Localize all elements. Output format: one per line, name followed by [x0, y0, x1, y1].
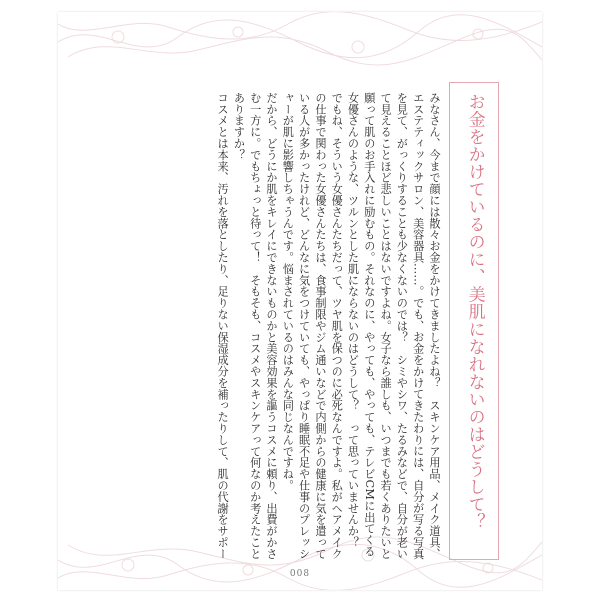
- body-text: [197, 92, 442, 562]
- paragraph: だから、どうにか肌をキレイにできないものかと美容効果を謳うコスメに頼り、出費がかさむ一方に。でもちょっと待って！ そもそも、コスメやスキンケアって何なのか考えたことありますか？: [232, 92, 279, 560]
- paragraph: コスメとは本来、汚れを落としたり、足りない保湿成分を補ったりして、肌の代謝をサポー: [216, 92, 230, 560]
- floral-ornament-top: [58, 12, 542, 72]
- heading-box: [449, 82, 499, 560]
- page-number: 008: [289, 569, 311, 579]
- book-page: [58, 12, 542, 590]
- chapter-heading: お金をかけているのに、美肌になれないのはどうして？: [464, 93, 485, 531]
- paragraph: でもね、そういう女優さんたちだって、ツヤ肌を保つのに必死なんですよ。私がヘアメイクの仕事で関わった女優さんたちは、食事制限やジム通いなどで内側からの健康に気を遣っている人が多かったけれど、どんなに気をつけていても、やっぱり睡眠不足や仕事のプレッシャーが肌に影響しちゃうんです。悩まされているのはみんな同じなんですね。: [281, 92, 344, 560]
- paragraph: みなさん、今まで顔には散々お金をかけてきましたよね？ スキンケア用品、メイク道具、エステティックサロン、美容器具……。でも、お金をかけてきたわりには、自分が写る写真を見て、がっくりすることも少なくないのでは？ シミやシワ、たるみなどで、自分が老いて見えることほど悲しいことはないですよね。女子なら誰しも、いつまでも若くありたいと願って肌のお手入れに励むもの。それなのに、やっても、やっても、テレビCMに出てくる女優さんのような、ツルンとした肌にならないのはどうして？ って思っていませんか？: [346, 92, 441, 560]
